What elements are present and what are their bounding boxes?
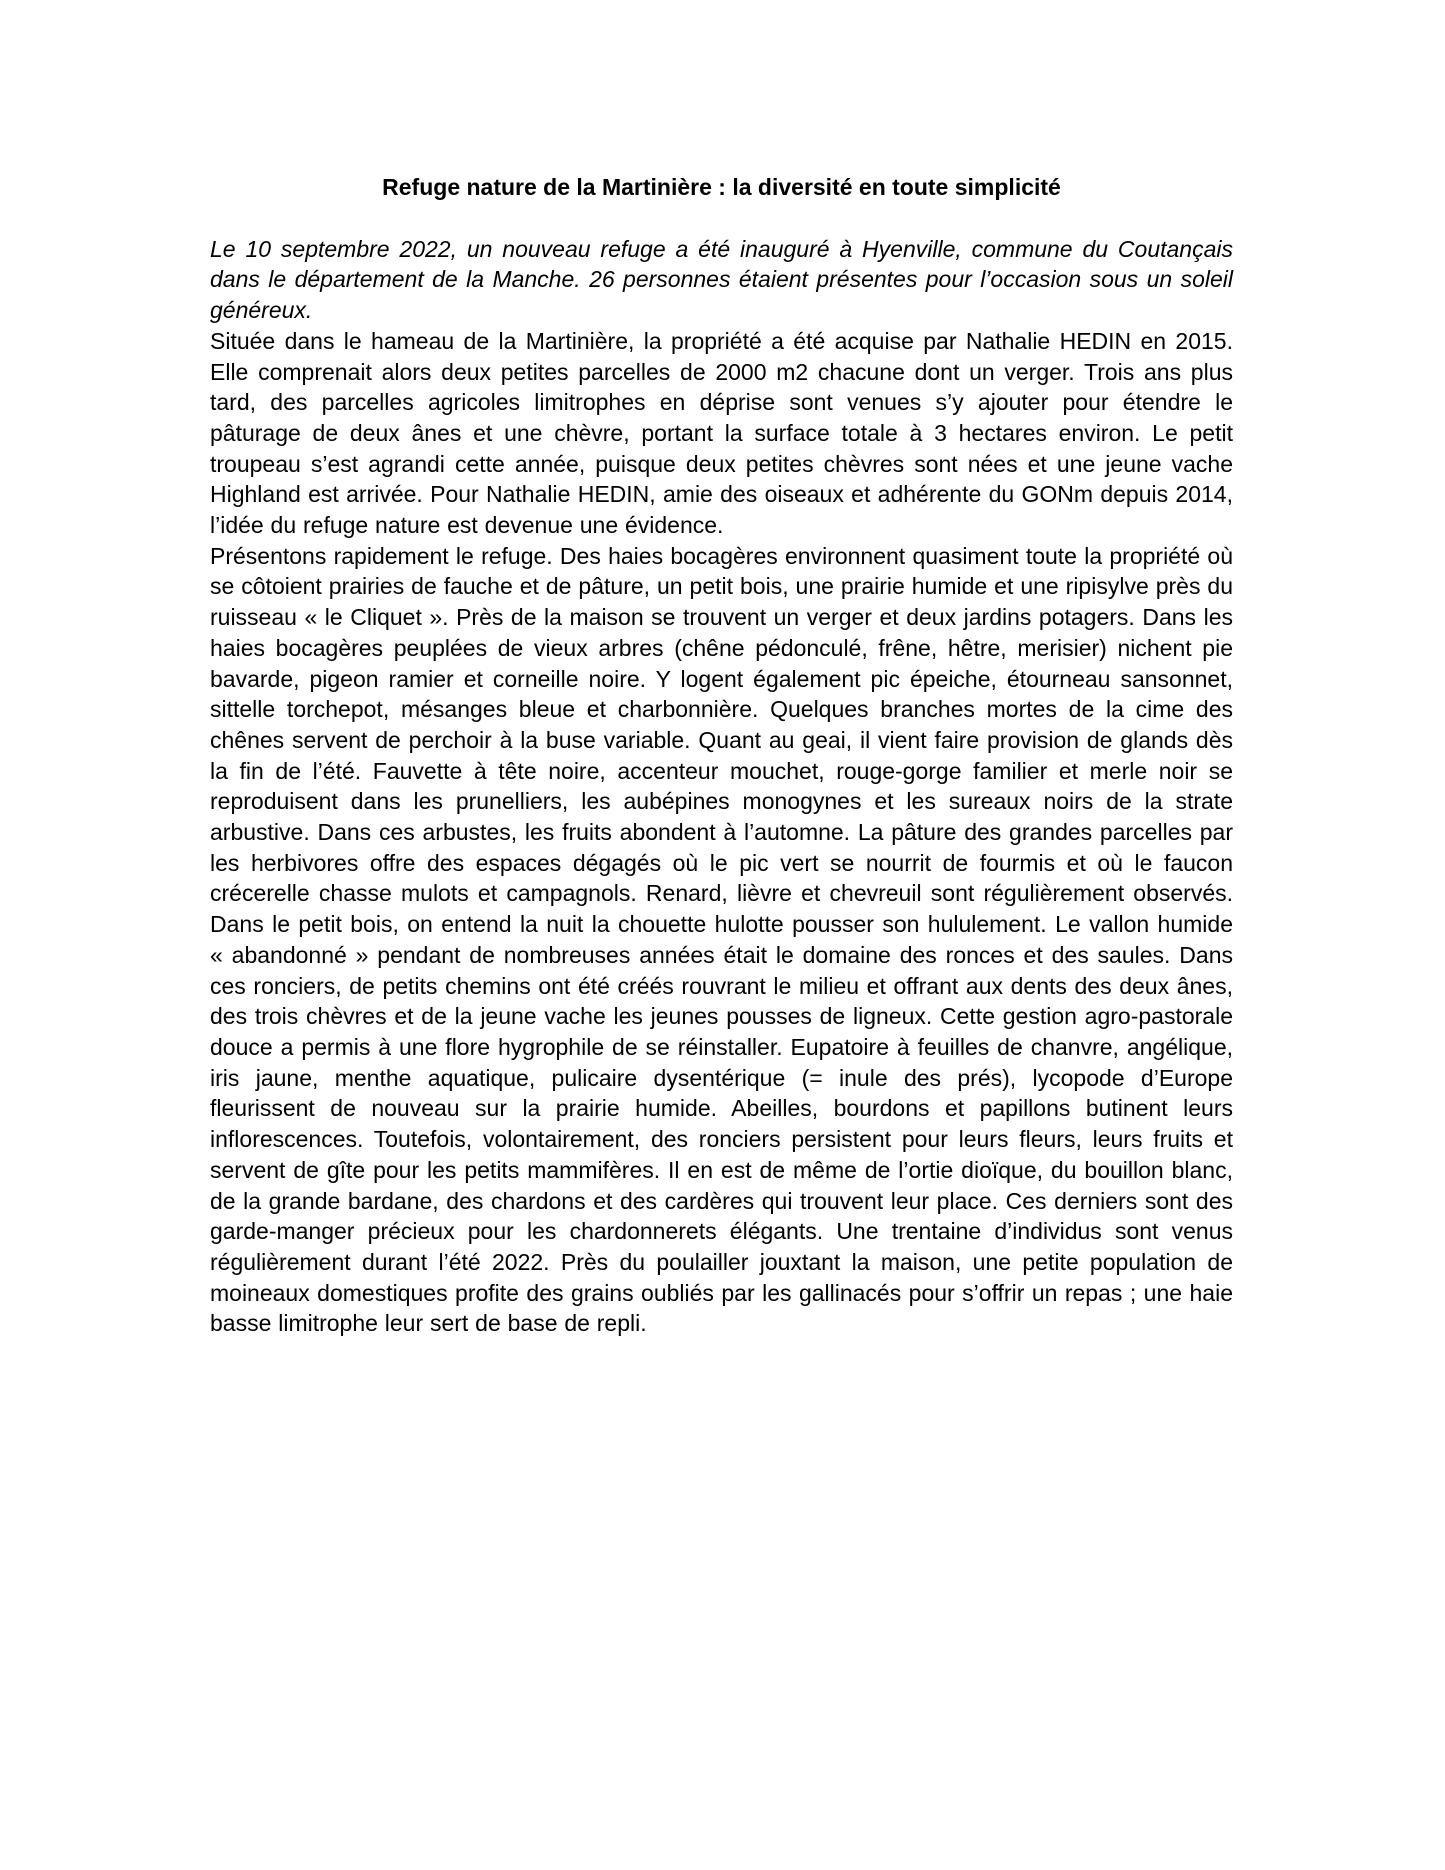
paragraph-1: Le 10 septembre 2022, un nouveau refuge a été inauguré à Hyenville, commune du Coutançais dans le département de la Manche. 26 personnes étaient présentes pour l’occasion sous un soleil généreux. [210, 235, 1233, 324]
paragraph-2: Située dans le hameau de la Martinière, la propriété a été acquise par Nathalie HEDIN en 2015. Elle comprenait alors deux petites parcelles de 2000 m2 chacune dont un verger. Trois ans plus tard, des parcelles agricoles limitrophes en déprise sont venues s’y ajouter pour étendre le pâturage de deux ânes et une chèvre, portant la surface totale à 3 hectares environ. Le petit troupeau s’est agrandi cette année, puisque deux petites chèvres sont nées et une jeune vache Highland est arrivée. Pour Nathalie HEDIN, amie des oiseaux et adhérente du GONm depuis 2014, l’idée du refuge nature est devenue une évidence. [210, 327, 1233, 539]
document-title: Refuge nature de la Martinière : la diversité en toute simplicité [382, 174, 1061, 200]
document-content [210, 172, 1233, 1339]
paragraph-3: Présentons rapidement le refuge. Des haies bocagères environnent quasiment toute la propriété où se côtoient prairies de fauche et de pâture, un petit bois, une prairie humide et une ripisylve près du ruisseau « le Cliquet ». Près de la maison se trouvent un verger et deux jardins potagers. Dans les haies bocagères peuplées de vieux arbres (chêne pédonculé, frêne, hêtre, merisier) nichent pie bavarde, pigeon ramier et corneille noire. Y logent également pic épeiche, étourneau sansonnet, sittelle torchepot, mésanges bleue et charbonnière. Quelques branches mortes de la cime des chênes servent de perchoir à la buse variable. Quant au geai, il vient faire provision de glands dès la fin de l’été. Fauvette à tête noire, accenteur mouchet, rouge-gorge familier et merle noir se reproduisent dans les prunelliers, les aubépines monogynes et les sureaux noirs de la strate arbustive. Dans ces arbustes, les fruits abondent à l’automne. La pâture des grandes parcelles par les herbivores offre des espaces dégagés où le pic vert se nourrit de fourmis et où le faucon crécerelle chasse mulots et campagnols. Renard, lièvre et chevreuil sont régulièrement observés. Dans le petit bois, on entend la nuit la chouette hulotte pousser son hululement. Le vallon humide « abandonné » pendant de nombreuses années était le domaine des ronces et des saules. Dans ces ronciers, de petits chemins ont été créés rouvrant le milieu et offrant aux dents des deux ânes, des trois chèvres et de la jeune vache les jeunes pousses de ligneux. Cette gestion agro-pastorale douce a permis à une flore hygrophile de se réinstaller. Eupatoire à feuilles de chanvre, angélique, iris jaune, menthe aquatique, pulicaire dysentérique (= inule des prés), lycopode d’Europe fleurissent de nouveau sur la prairie humide. Abeilles, bourdons et papillons butinent leurs inflorescences. Toutefois, volontairement, des ronciers persistent pour leurs fleurs, leurs fruits et servent de gîte pour les petits mammifères. Il en est de même de l’ortie dioïque, du bouillon blanc, de la grande bardane, des chardons et des cardères qui trouvent leur place. Ces derniers sont des garde-manger précieux pour les chardonnerets élégants. Une trentaine d’individus sont venus régulièrement durant l’été 2022. Près du poulailler jouxtant la maison, une petite population de moineaux domestiques profite des grains oubliés par les gallinacés pour s’offrir un repas ; une haie basse limitrophe leur sert de base de repli. [210, 542, 1233, 1337]
paragraph-container [210, 234, 1233, 1339]
